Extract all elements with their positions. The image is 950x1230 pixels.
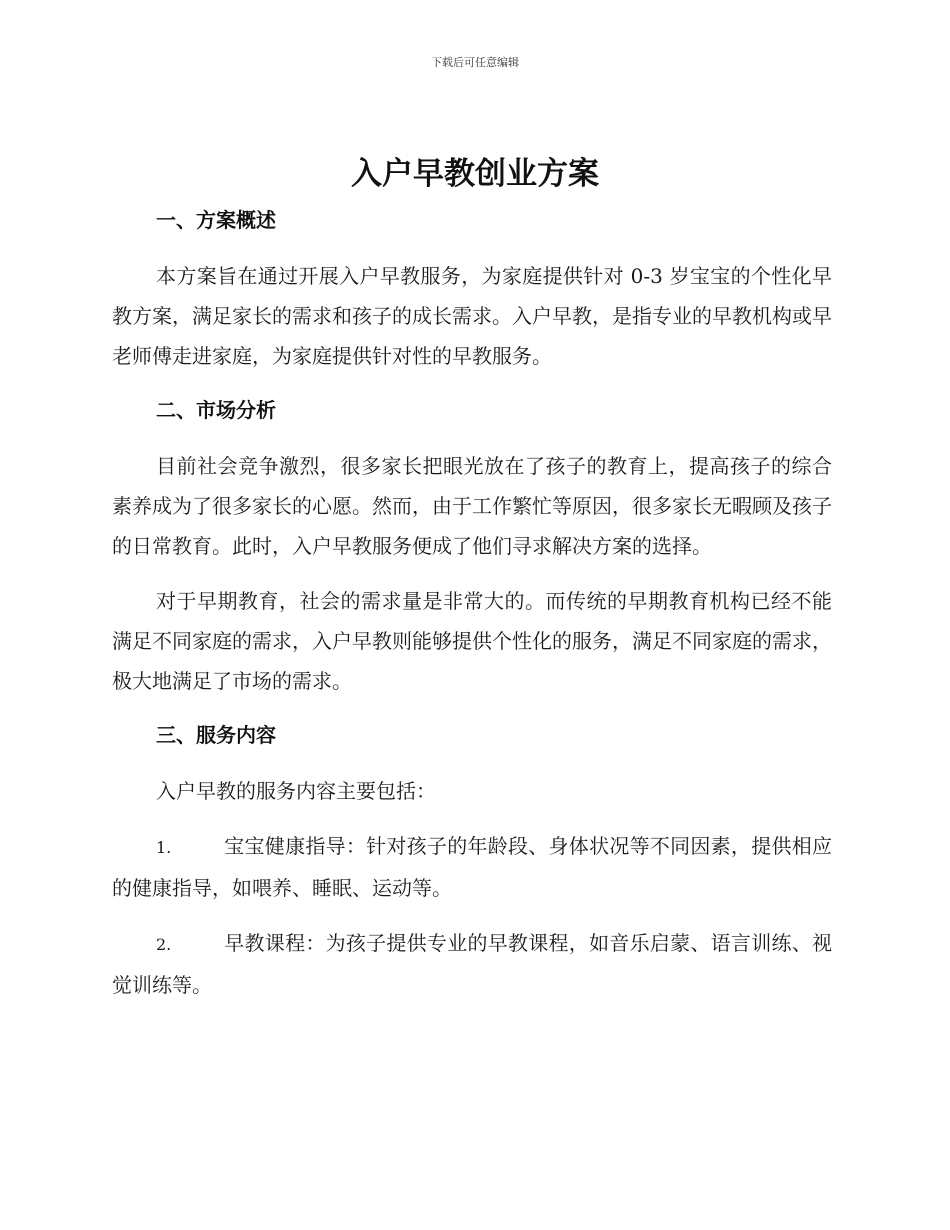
list-item-text: 早教课程：为孩子提供专业的早教课程，如音乐启蒙、语言训练、视觉训练等。 xyxy=(112,931,832,997)
section-heading-services: 三、服务内容 xyxy=(156,723,276,747)
document-title: 入户早教创业方案 xyxy=(351,156,599,192)
list-item-text: 宝宝健康指导：针对孩子的年龄段、身体状况等不同因素，提供相应的健康指导，如喂养、睡眠、运动等。 xyxy=(112,834,832,900)
list-item-number: 1. xyxy=(156,838,172,857)
section-heading-market-analysis: 二、市场分析 xyxy=(156,398,276,422)
paragraph-market-1: 目前社会竞争激烈，很多家长把眼光放在了孩子的教育上，提高孩子的综合素养成为了很多家长的心愿。然而，由于工作繁忙等原因，很多家长无暇顾及孩子的日常教育。此时，入户早教服务便成了他们寻求解决方案的选择。 xyxy=(112,454,832,558)
paragraph-market-2: 对于早期教育，社会的需求量是非常大的。而传统的早期教育机构已经不能满足不同家庭的需求，入户早教则能够提供个性化的服务，满足不同家庭的需求，极大地满足了市场的需求。 xyxy=(112,589,832,693)
section-heading-overview: 一、方案概述 xyxy=(156,208,276,232)
header-note: 下载后可任意编辑 xyxy=(431,56,519,69)
document-body xyxy=(112,204,832,1020)
list-item xyxy=(112,923,832,1005)
list-item xyxy=(112,826,832,908)
paragraph-overview: 本方案旨在通过开展入户早教服务，为家庭提供针对 0-3 岁宝宝的个性化早教方案，满足家长的需求和孩子的成长需求。入户早教，是指专业的早教机构或早老师傅走进家庭，为家庭提供针对性的早教服务。 xyxy=(112,264,832,368)
paragraph-services-intro: 入户早教的服务内容主要包括： xyxy=(156,779,436,803)
list-item-number: 2. xyxy=(156,935,172,954)
